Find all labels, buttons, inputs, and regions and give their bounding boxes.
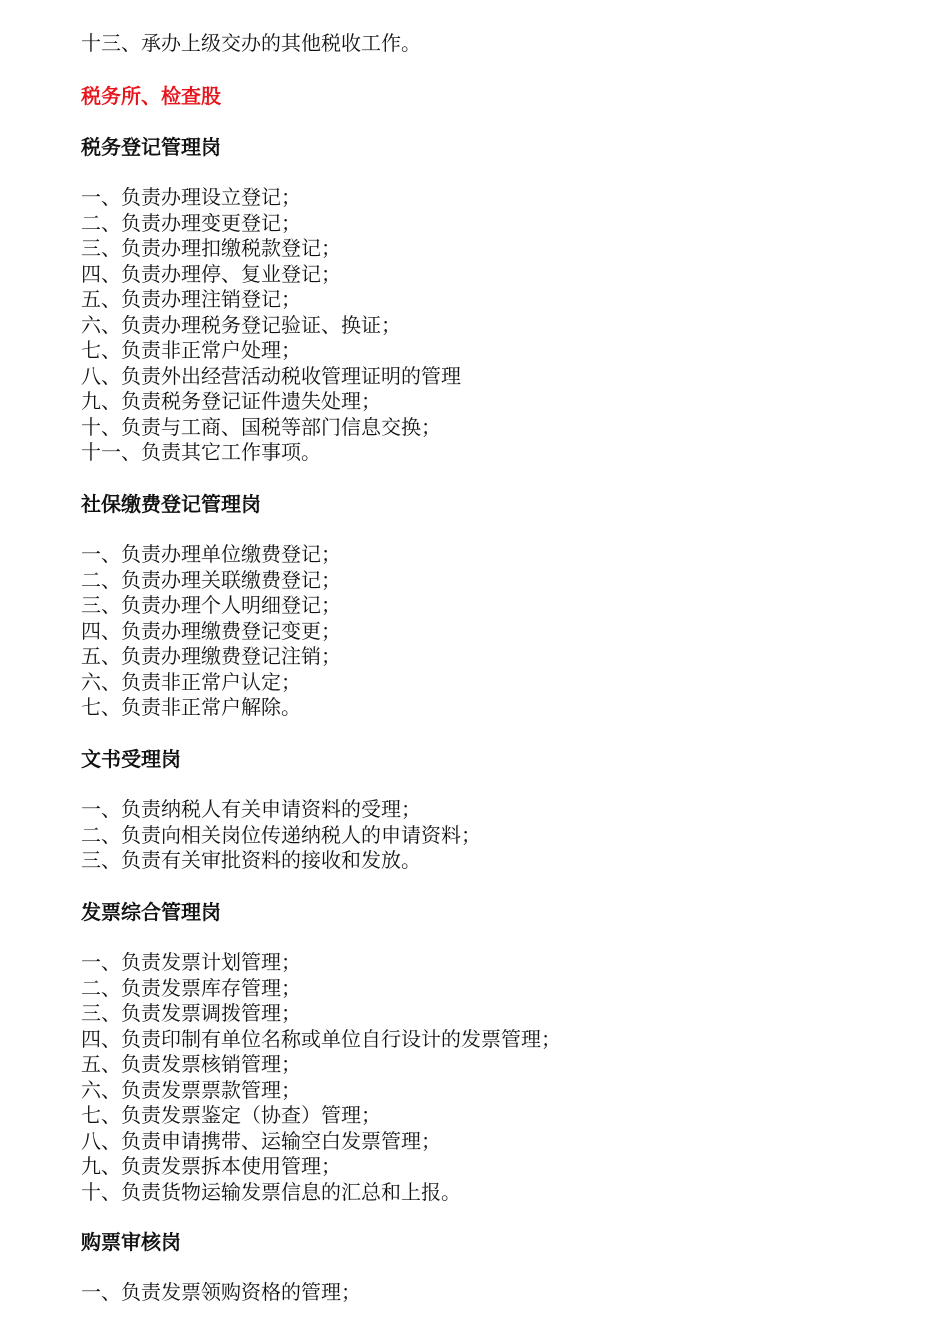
list-item: 一、负责纳税人有关申请资料的受理；: [81, 797, 421, 821]
list-item: 十、负责与工商、国税等部门信息交换；: [81, 414, 441, 439]
list-item: 一、负责发票领购资格的管理；: [81, 1280, 361, 1304]
section-tax-registration: [81, 135, 461, 466]
section-heading: 社保缴费登记管理岗: [81, 492, 261, 516]
list-item: 九、负责税务登记证件遗失处理；: [81, 389, 381, 413]
list-item: 四、负责办理停、复业登记；: [81, 261, 341, 286]
section-title: 税务所、检查股: [81, 84, 221, 108]
list-item: 八、负责申请携带、运输空白发票管理；: [81, 1128, 441, 1153]
list-item: 三、负责有关审批资料的接收和发放。: [81, 848, 421, 872]
section-invoice-management: [81, 900, 561, 1205]
section-heading: 发票综合管理岗: [81, 900, 221, 924]
list-item: 五、负责发票核销管理；: [81, 1052, 301, 1076]
list-item: 一、负责发票计划管理；: [81, 950, 301, 974]
list-item: 三、负责办理扣缴税款登记；: [81, 236, 341, 260]
list-item: 六、负责办理税务登记验证、换证；: [81, 312, 401, 337]
list-item: 八、负责外出经营活动税收管理证明的管理: [81, 363, 461, 388]
list-item: 七、负责发票鉴定（协查）管理；: [81, 1103, 381, 1127]
list-item: 四、负责印制有单位名称或单位自行设计的发票管理；: [81, 1026, 561, 1051]
list-item: 七、负责非正常户解除。: [81, 695, 301, 719]
section-invoice-purchase-review: [81, 1230, 361, 1306]
list-item: 十一、负责其它工作事项。: [81, 440, 321, 464]
list-item: 三、负责发票调拨管理；: [81, 1001, 301, 1025]
list-item: 五、负责办理注销登记；: [81, 287, 301, 311]
section-heading: 购票审核岗: [81, 1230, 181, 1254]
list-item: 二、负责办理变更登记；: [81, 210, 301, 235]
section-heading: 税务登记管理岗: [81, 135, 221, 159]
list-item: 一、负责办理设立登记；: [81, 185, 301, 209]
list-item: 七、负责非正常户处理；: [81, 338, 301, 362]
list-item: 三、负责办理个人明细登记；: [81, 593, 341, 617]
list-item: 二、负责办理关联缴费登记；: [81, 567, 341, 592]
list-item: 二、负责向相关岗位传递纳税人的申请资料；: [81, 822, 481, 847]
list-item: 五、负责办理缴费登记注销；: [81, 644, 341, 668]
list-item: 十、负责货物运输发票信息的汇总和上报。: [81, 1179, 461, 1204]
intro-line: 十三、承办上级交办的其他税收工作。: [81, 31, 421, 55]
section-heading: 文书受理岗: [81, 747, 181, 771]
list-item: 二、负责发票库存管理；: [81, 975, 301, 1000]
list-item: 六、负责非正常户认定；: [81, 669, 301, 694]
section-document-acceptance: [81, 747, 481, 874]
list-item: 四、负责办理缴费登记变更；: [81, 618, 341, 643]
list-item: 一、负责办理单位缴费登记；: [81, 542, 341, 566]
list-item: 六、负责发票票款管理；: [81, 1077, 301, 1102]
list-item: 九、负责发票拆本使用管理；: [81, 1154, 341, 1178]
section-social-security: [81, 492, 341, 721]
